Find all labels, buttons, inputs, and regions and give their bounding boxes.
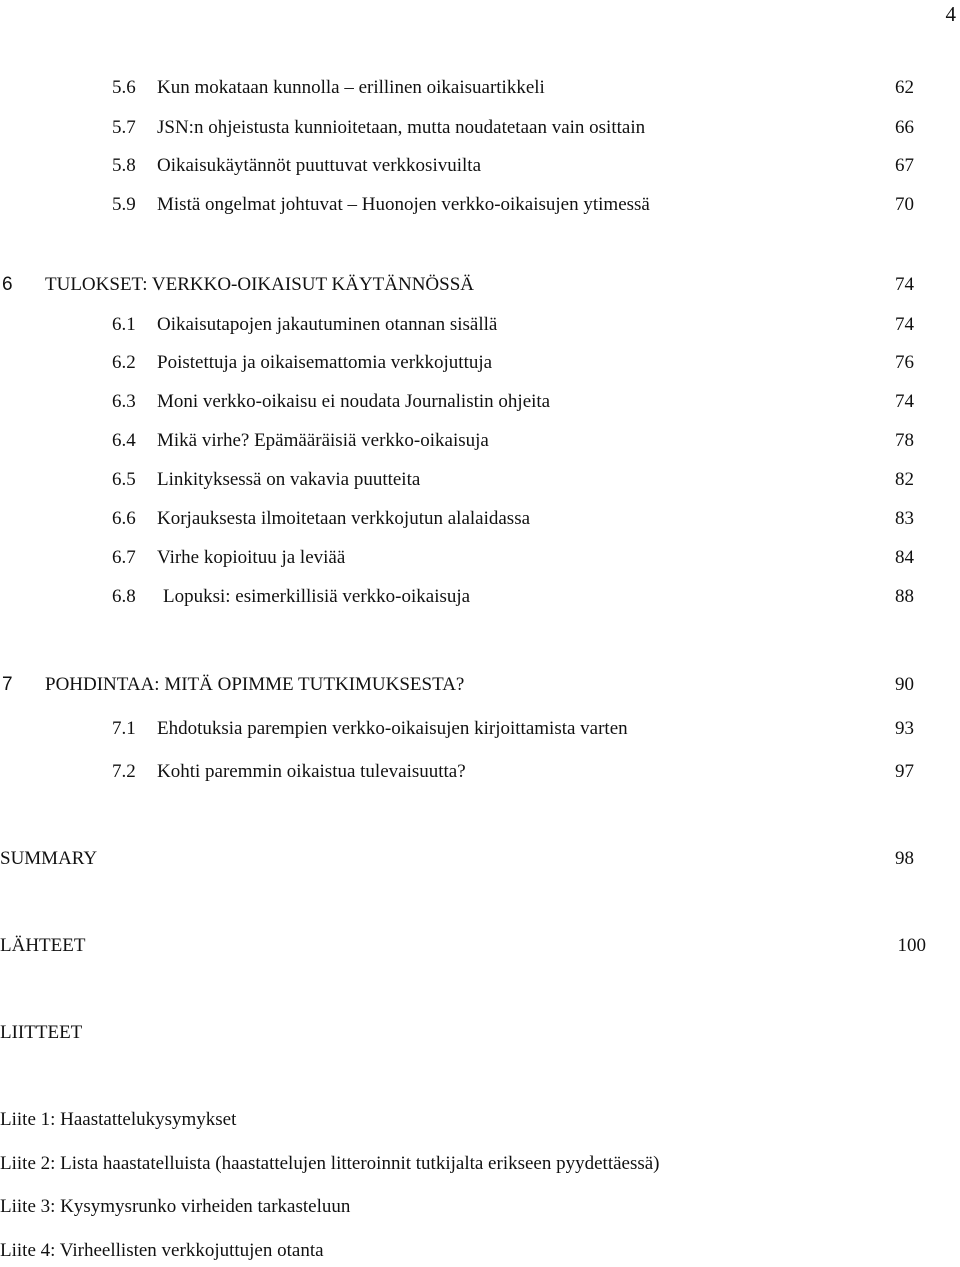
toc-entry-title: Lopuksi: esimerkillisiä verkko-oikaisuja [163,586,471,607]
toc-entry [0,350,960,376]
toc-entry [0,584,960,610]
toc-entry-page: 74 [895,314,914,335]
appendix-title: Liite 2: Lista haastatelluista (haastattelujen litteroinnit tutkijalta erikseen pyydettäessä) [0,1153,660,1174]
toc-entry-number: 6.1 [112,314,136,335]
toc-entry [0,428,960,454]
toc-sources-title: LÄHTEET [0,935,86,956]
toc-entry [0,716,960,742]
toc-entry-number: 5.6 [112,77,136,98]
toc-entry [0,389,960,415]
toc-entry-page: 62 [895,77,914,98]
toc-entry-page: 70 [895,194,914,215]
toc-chapter [0,672,960,698]
toc-entry-page: 78 [895,430,914,451]
toc-entry-number: 7.2 [112,761,136,782]
toc-entry-title: Mikä virhe? Epämääräisiä verkko-oikaisuja [157,430,489,451]
toc-entry-page: 97 [895,761,914,782]
appendix-title: Liite 4: Virheellisten verkkojuttujen otanta [0,1240,324,1261]
appendix-title: Liite 1: Haastattelukysymykset [0,1109,237,1130]
toc-entry-title: JSN:n ohjeistusta kunnioitetaan, mutta noudatetaan vain osittain [157,117,646,138]
toc-entry-number: 6.4 [112,430,136,451]
appendix-item [0,1151,960,1177]
toc-entry-title: Linkityksessä on vakavia puutteita [157,469,421,490]
toc-entry-page: 74 [895,391,914,412]
toc-entry-page: 67 [895,155,914,176]
toc-entry-title: Korjauksesta ilmoitetaan verkkojutun alalaidassa [157,508,531,529]
toc-entry [0,759,960,785]
toc-entry-page: 84 [895,547,914,568]
toc-entry-number: 5.8 [112,155,136,176]
toc-entry-number: 6.8 [112,586,136,607]
toc-summary-page: 98 [895,848,914,869]
toc-chapter-page: 74 [895,274,914,295]
toc-chapter [0,272,960,298]
toc-entry-title: Oikaisutapojen jakautuminen otannan sisällä [157,314,498,335]
page-number: 4 [945,2,956,26]
toc-entry-page: 93 [895,718,914,739]
toc-sources [0,933,960,959]
toc-entry-page: 76 [895,352,914,373]
toc-entry-title: Moni verkko-oikaisu ei noudata Journalistin ohjeita [157,391,551,412]
toc-entry [0,153,960,179]
toc-entry-number: 7.1 [112,718,136,739]
toc-entry [0,312,960,338]
toc-chapter-title: TULOKSET: VERKKO-OIKAISUT KÄYTÄNNÖSSÄ [45,274,475,295]
toc-entry [0,115,960,141]
toc-appendices-title: LIITTEET [0,1022,83,1043]
toc-entry-number: 6.3 [112,391,136,412]
toc-entry [0,467,960,493]
toc-chapter-number: 7 [2,674,13,695]
toc-appendices-heading [0,1020,960,1046]
toc-chapter-number: 6 [2,274,13,295]
toc-summary [0,846,960,872]
toc-entry-title: Kun mokataan kunnolla – erillinen oikaisuartikkeli [157,77,545,98]
toc-chapter-page: 90 [895,674,914,695]
toc-entry-number: 6.5 [112,469,136,490]
toc-entry [0,545,960,571]
appendix-title: Liite 3: Kysymysrunko virheiden tarkasteluun [0,1196,351,1217]
toc-entry-number: 6.2 [112,352,136,373]
toc-entry [0,75,960,101]
toc-entry-title: Mistä ongelmat johtuvat – Huonojen verkko-oikaisujen ytimessä [157,194,650,215]
toc-entry-page: 88 [895,586,914,607]
toc-entry-number: 6.7 [112,547,136,568]
appendix-item [0,1194,960,1220]
toc-entry [0,506,960,532]
toc-entry-number: 5.7 [112,117,136,138]
appendix-item [0,1238,960,1264]
toc-chapter-title: POHDINTAA: MITÄ OPIMME TUTKIMUKSESTA? [45,674,465,695]
toc-entry-page: 83 [895,508,914,529]
toc-entry [0,192,960,218]
toc-entry-title: Poistettuja ja oikaisemattomia verkkojuttuja [157,352,493,373]
toc-entry-title: Kohti paremmin oikaistua tulevaisuutta? [157,761,466,782]
toc-entry-page: 66 [895,117,914,138]
appendix-item [0,1107,960,1133]
toc-sources-page: 100 [897,935,926,956]
toc-entry-title: Virhe kopioituu ja leviää [157,547,346,568]
toc-entry-page: 82 [895,469,914,490]
toc-entry-title: Oikaisukäytännöt puuttuvat verkkosivuilta [157,155,482,176]
toc-entry-title: Ehdotuksia parempien verkko-oikaisujen kirjoittamista varten [157,718,628,739]
toc-summary-title: SUMMARY [0,848,98,869]
toc-entry-number: 5.9 [112,194,136,215]
toc-entry-number: 6.6 [112,508,136,529]
